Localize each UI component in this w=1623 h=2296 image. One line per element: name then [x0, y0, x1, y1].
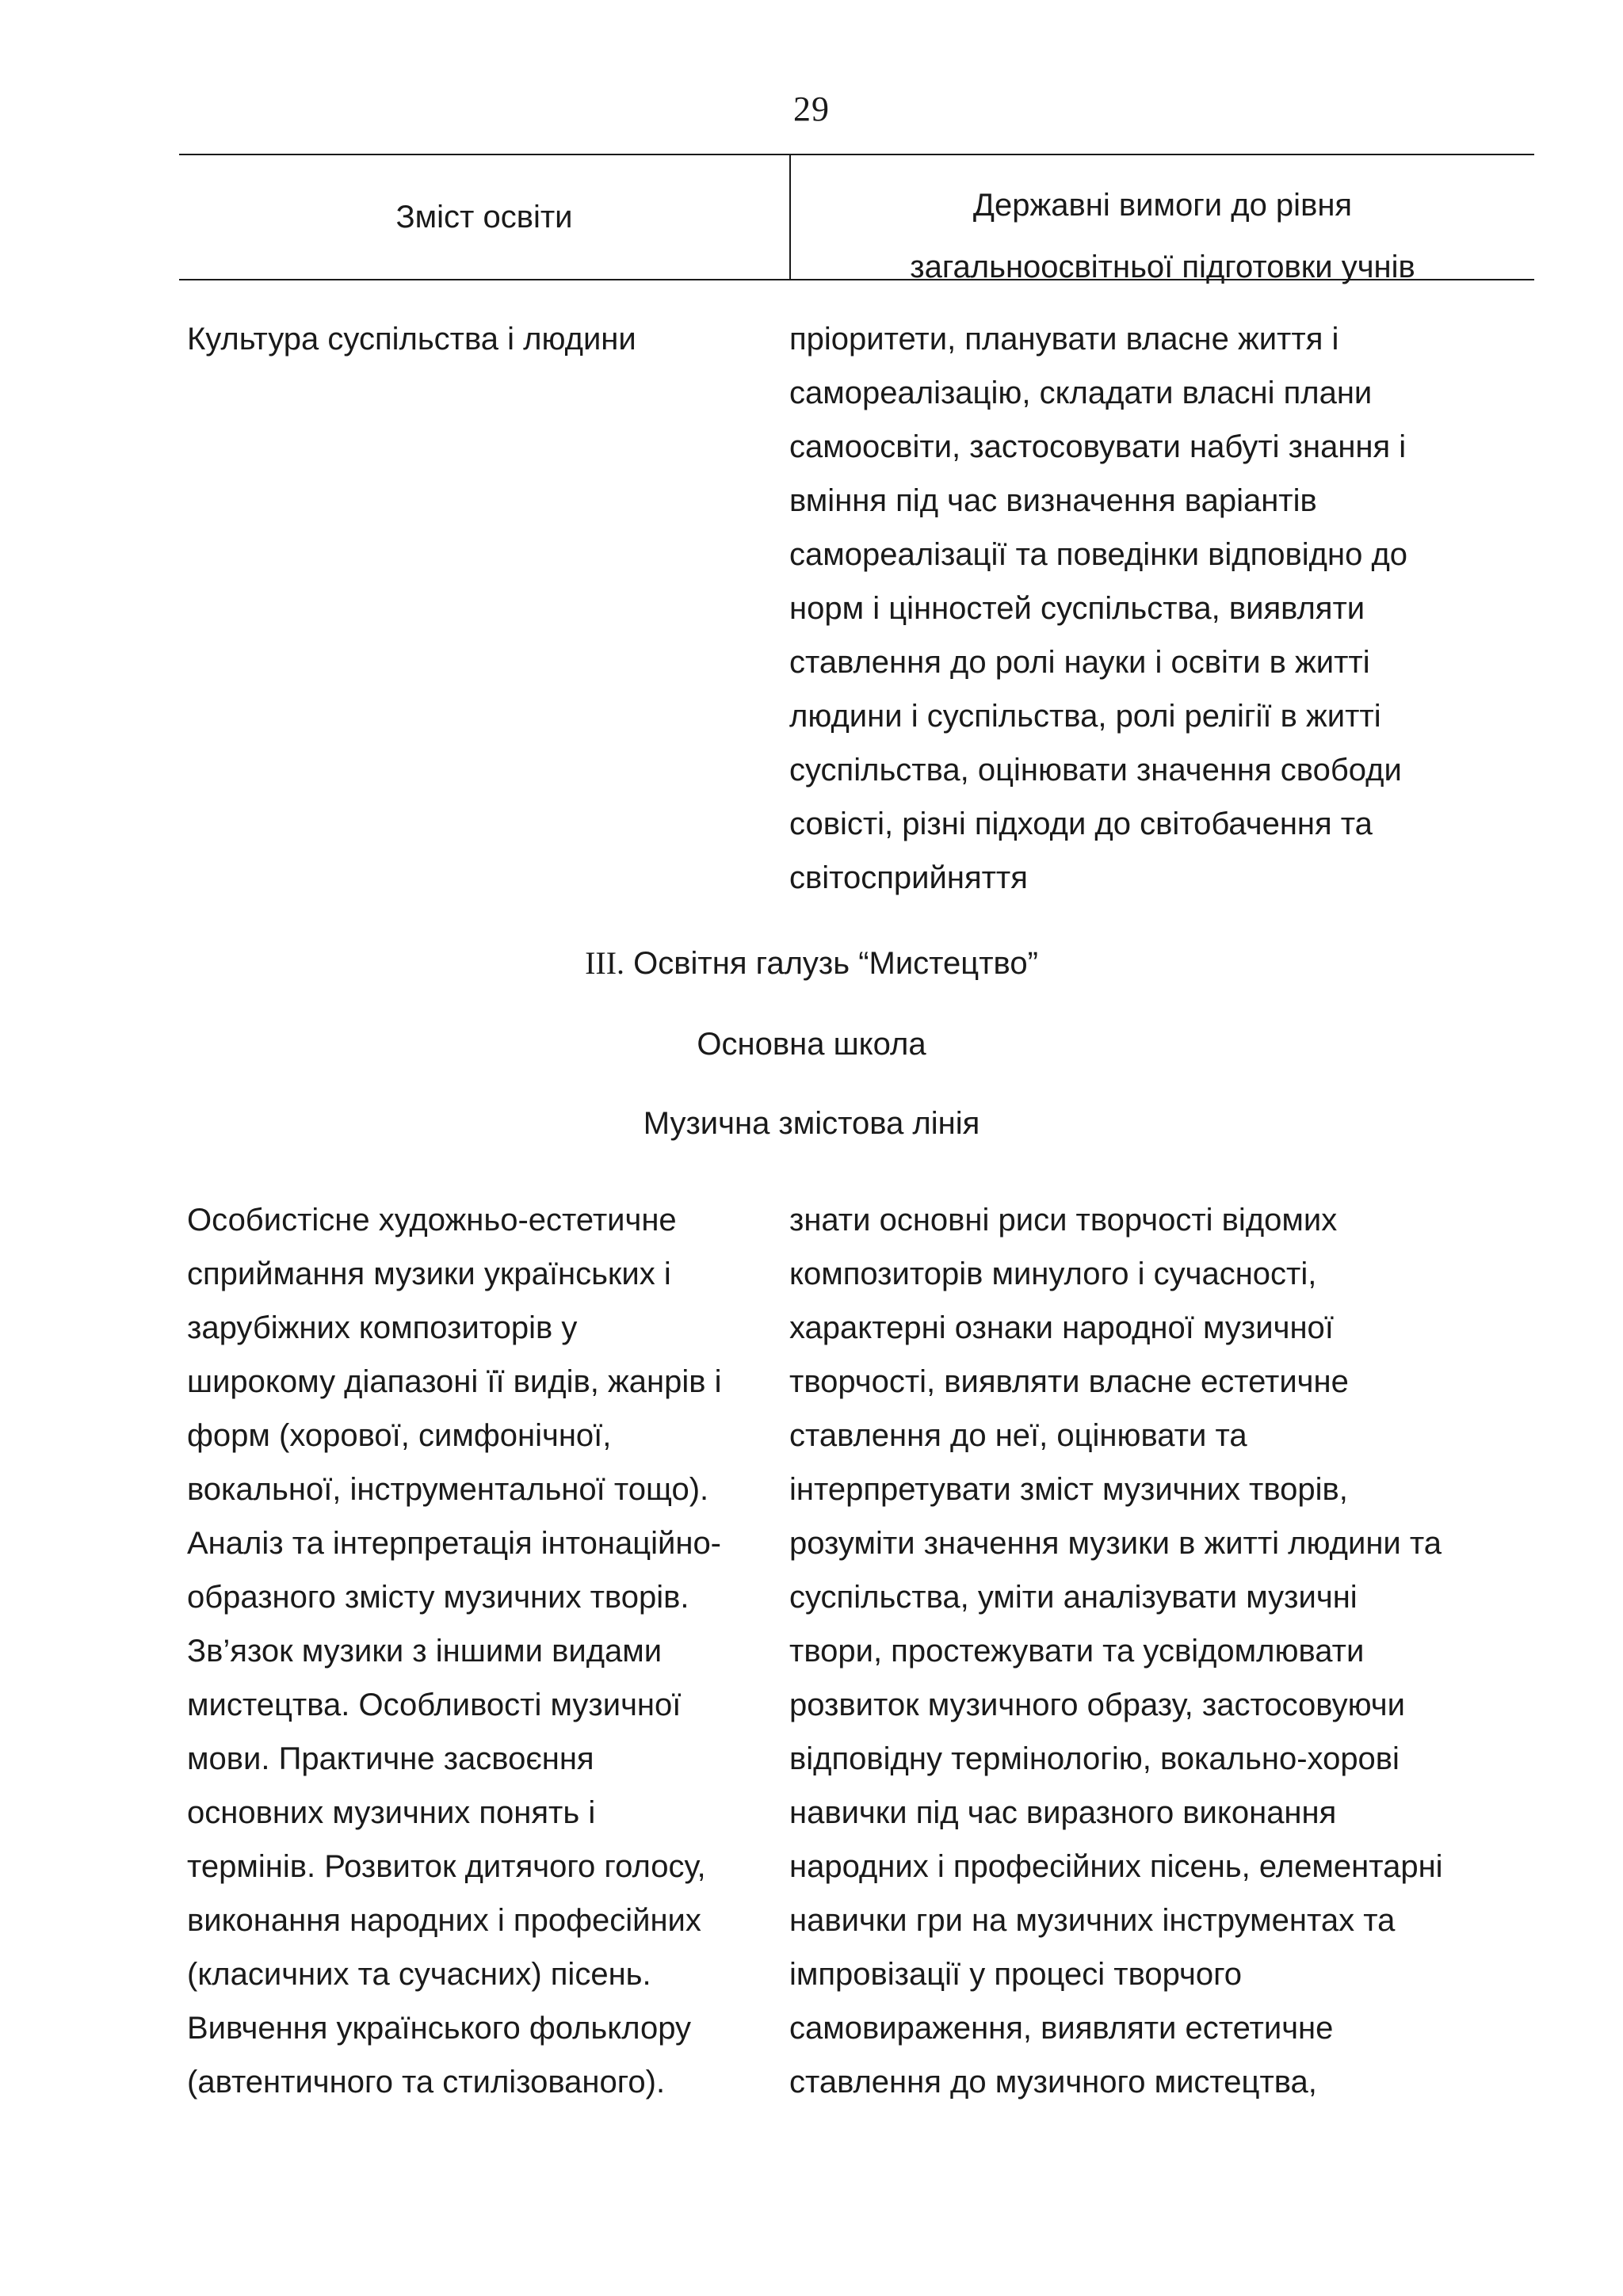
school-heading: Основна школа [697, 1027, 926, 1062]
text-line: основних музичних понять і [187, 1795, 596, 1830]
page-number: 29 [793, 90, 830, 128]
text-line: людини і суспільства, ролі релігії в житті [789, 699, 1381, 734]
table-header-bottom-rule [179, 279, 1534, 280]
text-line: форм (хорової, симфонічної, [187, 1418, 612, 1453]
text-line: вміння під час визначення варіантів [789, 483, 1317, 518]
text-line: ставлення до ролі науки і освіти в житті [789, 645, 1370, 680]
content-line-heading: Музична змістова лінія [643, 1106, 980, 1141]
text-line: зарубіжних композиторів у [187, 1310, 578, 1345]
table-header-content-column [179, 155, 789, 279]
text-line: характерні ознаки народної музичної [789, 1310, 1334, 1345]
text-line: образного змісту музичних творів. [187, 1580, 689, 1615]
text-line: розвиток музичного образу, застосовуючи [789, 1688, 1405, 1722]
text-line: ставлення до неї, оцінювати та [789, 1418, 1247, 1453]
text-line: совісті, різні підходи до світобачення та [789, 807, 1373, 841]
text-line: самореалізацію, складати власні плани [789, 376, 1373, 410]
text-line: композиторів минулого і сучасності, [789, 1257, 1317, 1291]
text-line: Вивчення українського фольклору [187, 2011, 692, 2046]
section2-content-column [187, 1193, 721, 2109]
header-right-line: Державні вимоги до рівня [972, 188, 1353, 223]
section1-content-column [187, 312, 636, 366]
header-left-label: Зміст освіти [395, 199, 573, 235]
text-line: самоосвіти, застосовувати набуті знання і [789, 429, 1407, 464]
text-line: суспільства, уміти аналізувати музичні [789, 1580, 1358, 1615]
text-line: творчості, виявляти власне естетичне [789, 1364, 1349, 1399]
text-line: Зв’язок музики з іншими видами [187, 1634, 663, 1669]
section2-requirements-column [789, 1193, 1443, 2109]
text-line: Культура суспільства і людини [187, 322, 636, 357]
text-line: Аналіз та інтерпретація інтонаційно- [187, 1526, 722, 1561]
text-line: самовираження, виявляти естетичне [789, 2011, 1334, 2046]
text-line: (класичних та сучасних) пісень. [187, 1957, 651, 1992]
branch-numeral: III. [585, 945, 625, 981]
text-line: вокальної, інструментальної тощо). [187, 1472, 709, 1507]
text-line: ставлення до музичного мистецтва, [789, 2065, 1317, 2100]
text-line: інтерпретувати зміст музичних творів, [789, 1472, 1348, 1507]
text-line: навички гри на музичних інструментах та [789, 1903, 1396, 1938]
branch-heading [0, 941, 1623, 986]
text-line: пріоритети, планувати власне життя і [789, 322, 1339, 357]
text-line: світосприйняття [789, 860, 1028, 895]
text-line: мистецтва. Особливості музичної [187, 1688, 682, 1722]
text-line: розуміти значення музики в житті людини та [789, 1526, 1442, 1561]
text-line: твори, простежувати та усвідомлювати [789, 1634, 1365, 1669]
text-line: імпровізації у процесі творчого [789, 1957, 1243, 1992]
text-line: термінів. Розвиток дитячого голосу, [187, 1849, 706, 1884]
text-line: широкому діапазоні її видів, жанрів і [187, 1364, 722, 1399]
text-line: відповідну термінологію, вокально-хорові [789, 1741, 1400, 1776]
text-line: (автентичного та стилізованого). [187, 2065, 666, 2100]
branch-title: Освітня галузь “Мистецтво” [633, 946, 1038, 981]
text-line: виконання народних і професійних [187, 1903, 701, 1938]
text-line: Особистісне художньо-естетичне [187, 1203, 677, 1238]
text-line: сприймання музики українських і [187, 1257, 671, 1291]
text-line: навички під час виразного виконання [789, 1795, 1337, 1830]
text-line: норм і цінностей суспільства, виявляти [789, 591, 1365, 626]
text-line: суспільства, оцінювати значення свободи [789, 753, 1402, 788]
section1-requirements-column [789, 312, 1407, 905]
text-line: народних і професійних пісень, елементарні [789, 1849, 1443, 1884]
header-right-line: загальноосвітньої підготовки учнів [910, 250, 1415, 284]
text-line: мови. Практичне засвоєння [187, 1741, 594, 1776]
text-line: самореалізації та поведінки відповідно до [789, 537, 1408, 572]
text-line: знати основні риси творчості відомих [789, 1203, 1338, 1238]
